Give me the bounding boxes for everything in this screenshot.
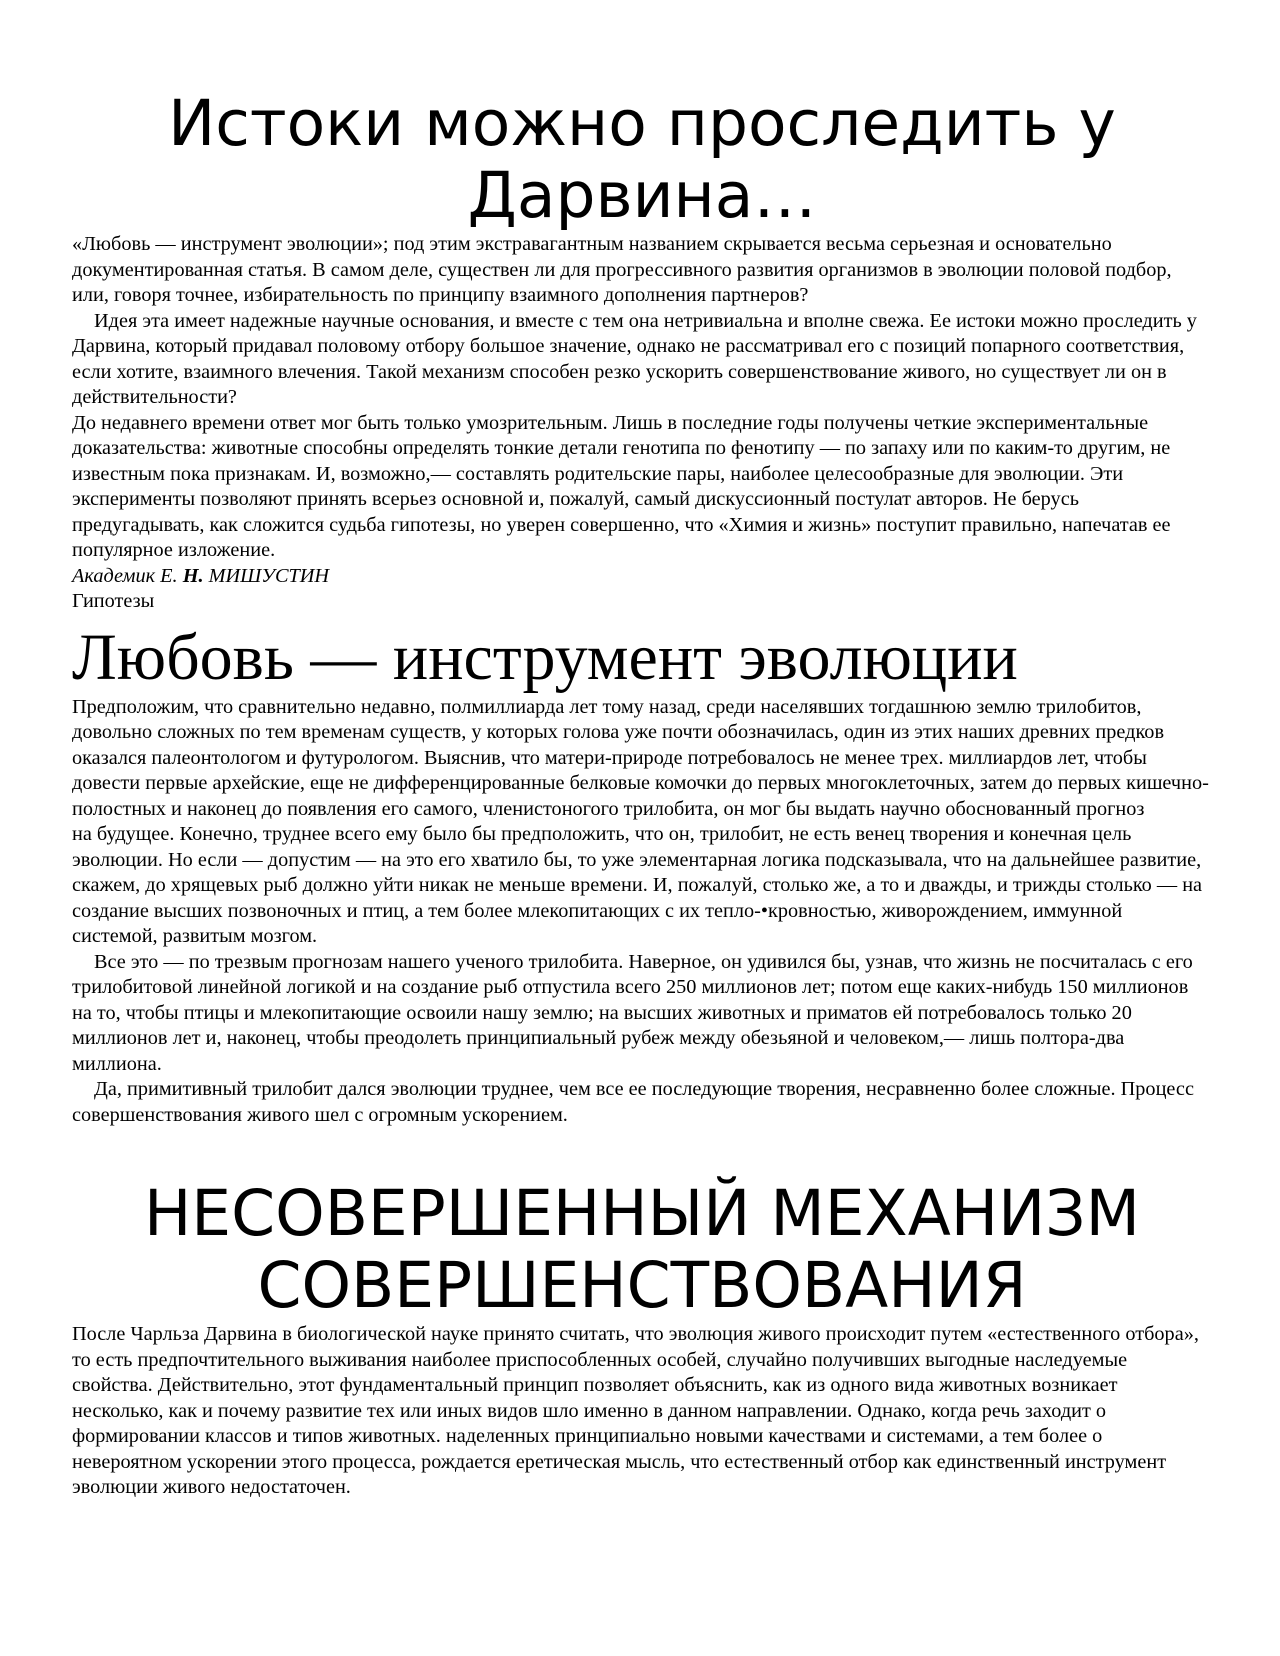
signature [72,564,1212,590]
rubric: Гипотезы [72,590,155,612]
page-title: Истоки можно проследить у Дарвина… [168,87,1116,232]
document-page [72,0,1212,1501]
intro-paragraph-1: «Любовь — инструмент эволюции»; под этим экстравагантным названием скрывается весьма серьезная и основательно документированная статья. В самом деле, существен ли для прогрессивного развития организмов в эволюции половой подбор, или, говоря точнее, избирательность по принципу взаимного дополнения партнеров? [72,233,1172,306]
body-paragraph-1: Предположим, что сравнительно недавно, полмиллиарда лет тому назад, среди населявших тогдашнюю землю трилобитов, довольно сложных по тем временам существ, у которых голова уже почти обозначилась, один из этих наших древних предков оказался палеонтологом и футурологом. Выяснив, что матери-природе потребовалось не менее трех. миллиардов лет, чтобы довести первые архейские, еще не дифференцированные белковые комочки до первых многоклеточных, затем до первых кишечно-полостных и наконец до появления его самого, членистоногого трилобита, он мог бы выдать научно обоснованный прогноз [72,695,1209,820]
article-title: Любовь — инструмент эволюции [72,620,1018,694]
intro-paragraph-3: До недавнего времени ответ мог быть только умозрительным. Лишь в последние годы получены четкие экспериментальные доказательства: животные способны определять тонкие детали генотипа по фенотипу — по запаху или по каким-то другим, не известным пока признакам. И, возможно,— составлять родительские пары, наиболее целесообразные для эволюции. Эти эксперименты позволяют принять всерьез основной и, пожалуй, самый дискуссионный постулат авторов. Не берусь предугадывать, как сложится судьба гипотезы, но уверен совершенно, что «Химия и жизнь» поступит правильно, напечатав ее популярное изложение. [72,411,1171,561]
body-paragraph-2: на будущее. Конечно, труднее всего ему было бы предположить, что он, трилобит, не есть венец творения и конечная цель эволюции. Но если — допустим — на это его хватило бы, то уже элементарная логика подсказывала, что на дальнейшее развитие, скажем, до хрящевых рыб должно уйти никак не меньше времени. И, пожалуй, столько же, а то и дважды, и трижды столько — на создание высших позвоночных и птиц, а тем более млекопитающих с их тепло-•кровностью, живорождением, иммунной системой, развитым мозгом. [72,823,1203,947]
section-title: НЕСОВЕРШЕННЫЙ МЕХАНИЗМ СОВЕРШЕНСТВОВАНИЯ [143,1177,1141,1322]
intro-paragraph-2: Идея эта имеет надежные научные основания, и вместе с тем она нетривиальна и вполне свежа. Ее истоки можно проследить у Дарвина, который придавал половому отбору большое значение, однако не рассматривал его с позиций попарного соответствия, если хотите, взаимного влечения. Такой механизм способен резко ускорить совершенствование живого, но существует ли он в действительности? [72,309,1197,408]
section-paragraph-1: После Чарльза Дарвина в биологической науке принято считать, что эволюция живого происходит путем «естественного отбора», то есть предпочтительного выживания наиболее приспособленных особей, случайно получивших выгодные наследуемые свойства. Действительно, этот фундаментальный принцип позволяет объяснить, как из одного вида животных возникает несколько, как и почему развитие тех или иных видов шло именно в данном направлении. Однако, когда речь заходит о формировании классов и типов животных. наделенных принципиально новыми качествами и системами, а тем более о невероятном ускорении этого процесса, рождается еретическая мысль, что естественный отбор как единственный инструмент эволюции живого недостаточен. [72,1323,1199,1498]
body-paragraph-4: Да, примитивный трилобит дался эволюции труднее, чем все ее последующие творения, несравненно более сложные. Процесс совершенствования живого шел с огромным ускорением. [72,1078,1194,1126]
signature-name: МИШУСТИН [203,564,330,587]
signature-initial: Н. [182,564,204,587]
body-paragraph-3: Все это — по трезвым прогнозам нашего ученого трилобита. Наверное, он удивился бы, узнав, что жизнь не посчиталась с его трилобитовой линейной логикой и на создание рыб отпустила всего 250 миллионов лет; потом еще каких-нибудь 150 миллионов на то, чтобы птицы и млекопитающие освоили нашу землю; на высших животных и приматов ей потребовалось только 20 миллионов лет и, наконец, чтобы преодолеть принципиальный рубеж между обезьяной и человеком,— лишь полтора-два миллиона. [72,950,1193,1075]
signature-prefix: Академик Е. [72,564,183,587]
